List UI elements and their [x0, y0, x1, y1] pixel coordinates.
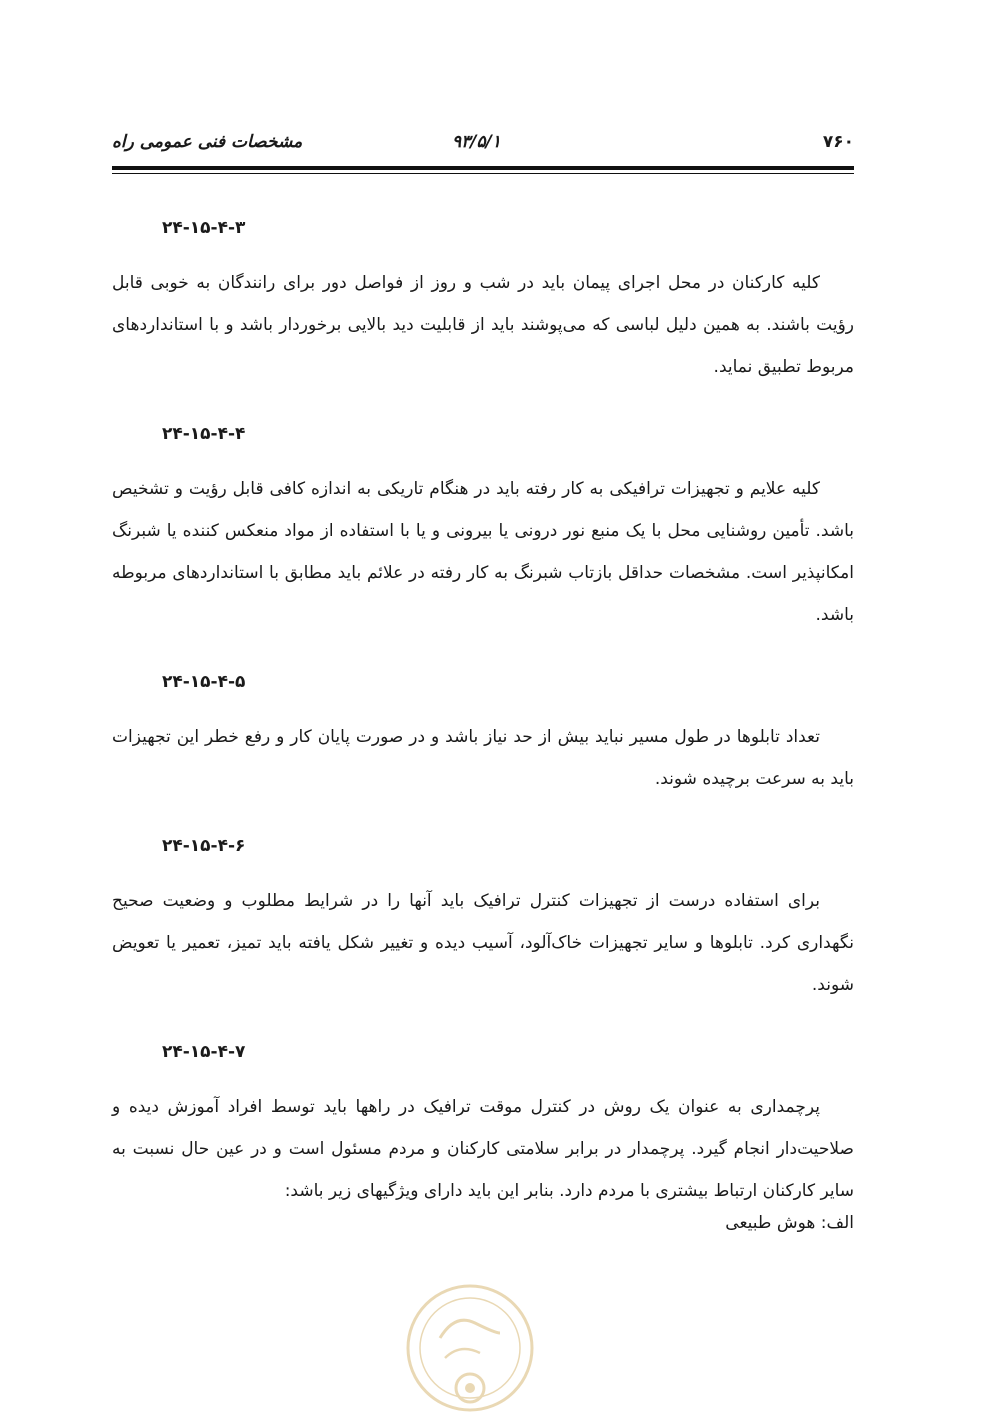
header-title: مشخصات فنی عمومی راه [112, 132, 303, 152]
watermark-stamp-icon [400, 1278, 540, 1418]
section-3 [112, 200, 854, 388]
section-number: ۲۴-۱۵-۴-۶ [162, 836, 246, 856]
header-rule-thin [112, 173, 854, 174]
section-7 [112, 1024, 854, 1244]
section-number: ۲۴-۱۵-۴-۳ [162, 218, 246, 238]
section-number: ۲۴-۱۵-۴-۵ [162, 672, 246, 692]
section-paragraph: پرچمداری به عنوان یک روش در کنترل موقت ترافیک در راهها باید توسط افراد آموزش دیده و صلاحیت‌دار انجام گیرد. پرچمدار در برابر سلامتی کارکنان و مردم مسئول است و در عین حال نسبت به سایر کارکنان ارتباط بیشتری با مردم دارد. بنابر این باید دارای ویژگیهای زیر باشد: [112, 1097, 854, 1201]
page-header [112, 126, 854, 160]
header-date: ۹۳/۵/۱ [452, 132, 501, 152]
section-5 [112, 654, 854, 800]
page-number: ۷۶۰ [822, 132, 854, 152]
section-6 [112, 818, 854, 1006]
section-paragraph: کلیه کارکنان در محل اجرای پیمان باید در شب و روز از فواصل دور برای رانندگان به خوبی قابل رؤیت باشند. به همین دلیل لباسی که می‌پوشند باید از قابلیت دید بالایی برخوردار باشد و با استانداردهای مربوط تطبیق نماید. [112, 273, 854, 377]
section-4 [112, 406, 854, 636]
section-paragraph: کلیه علایم و تجهیزات ترافیکی به کار رفته باید در هنگام تاریکی به اندازه کافی قابل رؤیت و تشخیص باشد. تأمین روشنایی محل با یک منبع نور درونی یا بیرونی و یا با استفاده از مواد منعکس کننده یا شبرنگ امکانپذیر است. مشخصات حداقل بازتاب شبرنگ به کار رفته در علائم باید مطابق با استانداردهای مربوطه باشد. [112, 479, 854, 625]
section-paragraph: برای استفاده درست از تجهیزات کنترل ترافیک باید آنها را در شرایط مطلوب و وضعیت صحیح نگهداری کرد. تابلوها و سایر تجهیزات خاک‌آلود، آسیب دیده و تغییر شکل یافته باید تمیز، تعمیر یا تعویض شوند. [112, 891, 854, 995]
header-rule-thick [112, 166, 854, 170]
section-number: ۲۴-۱۵-۴-۷ [162, 1042, 246, 1062]
section-paragraph: تعداد تابلوها در طول مسیر نباید بیش از حد نیاز باشد و در صورت پایان کار و رفع خطر این تجهیزات باید به سرعت برچیده شوند. [112, 727, 854, 789]
section-number: ۲۴-۱۵-۴-۴ [162, 424, 246, 444]
list-item: الف: هوش طبیعی [725, 1213, 854, 1233]
document-body [112, 200, 854, 1244]
